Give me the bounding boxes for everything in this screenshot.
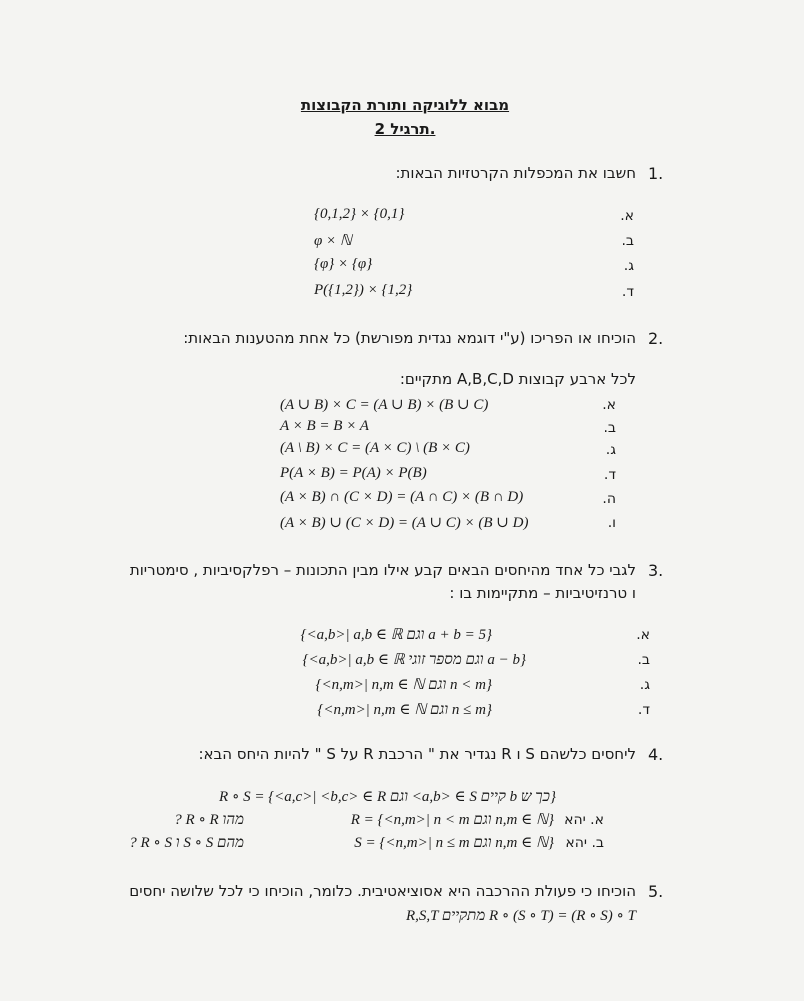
q4-definition: R ∘ S = {<a,c>| <b,c> ∈ R וגם <a,b> ∈ S קיים b כך ש} xyxy=(219,789,556,805)
q5-number: 5. xyxy=(648,882,664,901)
q2-number: 2. xyxy=(648,329,664,348)
q2-item-expr: (A ∪ B) × C = (A ∪ B) × (B ∪ C) xyxy=(280,397,489,413)
q1-item-label: ב. xyxy=(621,233,634,249)
course-title: מבוא ללוגיקה ותורת הקבוצות xyxy=(300,96,510,114)
q5-text: הוכיחו כי פעולת ההרכבה היא אסוציאטיבית. כלומר, הוכיחו כי לכל שלושה יחסים xyxy=(129,882,636,900)
q3-item-label: א. xyxy=(636,627,650,643)
q1-item-label: ג. xyxy=(623,258,634,274)
q3-text-line2: ו טרנזיטיביות – מתקיימות בו : xyxy=(449,584,636,602)
q1-text: חשבו את המכפלות הקרטזיות הבאות: xyxy=(395,164,636,182)
q3-item-expr: {<n,m>| n,m ∈ ℕ וגם n ≤ m} xyxy=(317,702,492,718)
q2-item-expr: A × B = B × A xyxy=(280,418,369,434)
q3-item-expr: {<a,b>| a,b ∈ ℝ וגם a + b = 5} xyxy=(300,627,492,643)
q2-item-label: ו. xyxy=(607,515,616,531)
q2-item-expr: (A \ B) × C = (A × C) \ (B × C) xyxy=(280,440,470,456)
q1-item-expr: {0,1,2} × {0,1} xyxy=(314,206,405,222)
q2-item-label: ד. xyxy=(603,467,616,483)
q2-item-expr: P(A × B) = P(A) × P(B) xyxy=(280,465,427,481)
q3-item-label: ב. xyxy=(637,652,650,668)
q1-item-expr: {φ} × {φ} xyxy=(314,256,373,272)
q2-item-label: ב. xyxy=(603,420,616,436)
q3-item-expr: {<n,m>| n,m ∈ ℕ וגם n < m} xyxy=(315,677,492,693)
q1-item-label: א. xyxy=(620,208,634,224)
q4-text: ליחסים כלשהם S ו R נגדיר את " הרכבת R על S " להיות היחס הבא: xyxy=(198,745,636,763)
q3-text-line1: לגבי כל אחד מהיחסים הבאים קבע אילו מבין התכונות – רפלקסיביות , סימטריות xyxy=(129,561,636,579)
q3-item-expr: {<a,b>| a,b ∈ ℝ וגם מספר זוגי a − b} xyxy=(302,652,526,668)
q1-item-label: ד. xyxy=(621,284,634,300)
q4-item-b-relation: S = {<n,m>| n ≤ m וגם n,m ∈ ℕ} xyxy=(354,835,554,851)
q3-number: 3. xyxy=(648,561,664,580)
q2-item-label: ה. xyxy=(602,491,616,507)
q3-item-label: ג. xyxy=(639,677,650,693)
q2-intro: לכל ארבע קבוצות A,B,C,D מתקיים: xyxy=(399,370,636,388)
q4-item-a-question: מהו R ∘ R ? xyxy=(174,812,244,828)
q4-item-a-label: א. יהא xyxy=(564,812,604,828)
q1-number: 1. xyxy=(648,164,664,183)
q2-item-expr: (A × B) ∩ (C × D) = (A ∩ C) × (B ∩ D) xyxy=(280,489,524,505)
exercise-title: תרגיל 2. xyxy=(374,120,436,138)
q2-item-expr: (A × B) ∪ (C × D) = (A ∪ C) × (B ∪ D) xyxy=(280,515,529,531)
q2-text: הוכיחו או הפריכו (ע"י דוגמא נגדית מפורשת) כל אחת מהטענות הבאות: xyxy=(183,329,636,347)
q4-item-b-question: מהם S ∘ S ו R ∘ S ? xyxy=(129,835,244,851)
q2-item-label: ג. xyxy=(605,442,616,458)
q4-item-a-relation: R = {<n,m>| n < m וגם n,m ∈ ℕ} xyxy=(350,812,554,828)
q1-item-expr: P({1,2}) × {1,2} xyxy=(314,282,413,298)
q4-item-b-label: ב. יהא xyxy=(565,835,604,851)
q4-number: 4. xyxy=(648,745,664,764)
q2-item-label: א. xyxy=(602,397,616,413)
q1-item-expr: φ × ℕ xyxy=(314,233,352,249)
q5-line2: R,S,T מתקיים R ∘ (S ∘ T) = (R ∘ S) ∘ T xyxy=(405,908,636,924)
q3-item-label: ד. xyxy=(637,702,650,718)
